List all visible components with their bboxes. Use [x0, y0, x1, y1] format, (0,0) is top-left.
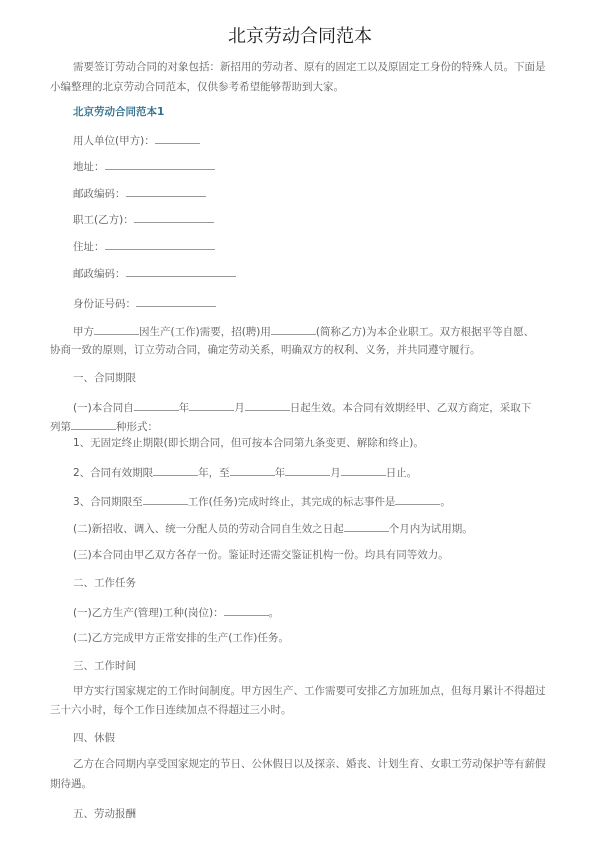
text: 月 — [330, 467, 341, 479]
text: 列第 — [50, 421, 71, 433]
text: 年 — [178, 402, 190, 414]
text: 因生产(工作)需要，招(聘)用 — [139, 326, 271, 338]
text: 个月内为试用期。 — [388, 523, 473, 535]
field-label: 用人单位(甲方)： — [73, 135, 155, 147]
field-label: 身份证号码： — [73, 298, 136, 310]
section-1-heading: 一、合同期限 — [73, 372, 136, 384]
text: 日起生效。本合同有效期经甲、乙双方商定，采取下 — [289, 402, 532, 414]
intro-line: 小编整理的北京劳动合同范本，仅供参考希望能够帮助到大家。 — [50, 81, 344, 93]
blank — [341, 464, 386, 476]
paragraph-line: 三十六小时，每个工作日连续加点不得超过三小时。 — [50, 704, 292, 716]
field-label: 地址： — [73, 161, 105, 173]
blank — [245, 399, 290, 411]
clause-1-1 — [73, 399, 531, 415]
field-blank — [134, 211, 214, 223]
field-label: 职工(乙方)： — [73, 214, 134, 226]
blank — [189, 399, 234, 411]
field-address — [73, 158, 215, 174]
paragraph-line: 甲方实行国家规定的工作时间制度。甲方因生产、工作需要可安排乙方加班加点，但每月累计不得超过 — [73, 685, 546, 697]
blank — [134, 399, 179, 411]
section-5-heading: 五、劳动报酬 — [73, 808, 136, 820]
field-label: 邮政编码： — [73, 268, 126, 280]
blank — [344, 520, 389, 532]
text: 甲方 — [73, 326, 94, 338]
clause-2-2: (二)乙方完成甲方正常安排的生产(工作)任务。 — [73, 632, 289, 644]
field-label: 住址： — [73, 241, 105, 253]
field-blank — [105, 238, 215, 250]
text: 。 — [440, 496, 451, 508]
blank — [230, 464, 275, 476]
blank — [153, 464, 198, 476]
clause-1-1-line2 — [50, 418, 158, 434]
section-4-heading: 四、休假 — [73, 732, 115, 744]
text: 3、合同期限至 — [73, 496, 143, 508]
field-label: 邮政编码： — [73, 188, 126, 200]
text: 。 — [268, 607, 280, 619]
text: 2、合同有效期限 — [73, 467, 154, 479]
paragraph-line: 协商一致的原则，订立劳动合同，确定劳动关系，明确双方的权利、义务，并共同遵守履行。 — [50, 344, 481, 356]
intro-line: 需要签订劳动合同的对象包括：新招用的劳动者、原有的固定工以及原固定工身份的特殊人员。下面是 — [73, 61, 546, 73]
option-2 — [73, 464, 417, 480]
text: (一)乙方生产(管理)工种(岗位)： — [73, 607, 224, 619]
clause-1-2 — [73, 520, 473, 536]
field-id-number — [73, 295, 216, 311]
blank — [395, 493, 440, 505]
field-employer — [73, 132, 200, 148]
field-residence — [73, 238, 215, 254]
field-postcode — [73, 185, 206, 201]
text: 日止。 — [385, 467, 418, 479]
paragraph-parties — [73, 323, 534, 339]
section-2-heading: 二、工作任务 — [73, 577, 136, 589]
text: 年，至 — [198, 467, 230, 479]
paragraph-line: 乙方在合同期内享受国家规定的节日、公休假日以及探亲、婚丧、计划生育、女职工劳动保护等有薪假 — [73, 758, 546, 770]
blank — [143, 493, 188, 505]
blank — [224, 604, 269, 616]
field-postcode-2 — [73, 265, 236, 281]
clause-1-3: (三)本合同由甲乙双方各存一份。鉴证时还需交鉴证机构一份。均具有同等效力。 — [73, 549, 449, 561]
clause-2-1 — [73, 604, 279, 620]
section-heading: 北京劳动合同范本1 — [73, 106, 165, 118]
text: 种形式： — [116, 421, 158, 433]
field-blank — [126, 265, 236, 277]
text: 月 — [234, 402, 245, 414]
field-employee — [73, 211, 214, 227]
blank — [271, 323, 316, 335]
blank — [94, 323, 139, 335]
paragraph-line: 期待遇。 — [50, 778, 92, 790]
option-1: 1、无固定终止期限(即长期合同，但可按本合同第九条变更、解除和终止)。 — [73, 437, 424, 449]
text: 年 — [274, 467, 286, 479]
field-blank — [155, 132, 200, 144]
section-3-heading: 三、工作时间 — [73, 660, 136, 672]
text: 工作(任务)完成时终止，其完成的标志事件是 — [187, 496, 396, 508]
field-blank — [136, 295, 216, 307]
field-blank — [126, 185, 206, 197]
document-title: 北京劳动合同范本 — [228, 26, 372, 47]
blank — [285, 464, 330, 476]
text: (二)新招收、调入、统一分配人员的劳动合同自生效之日起 — [73, 523, 344, 535]
text: (一)本合同自 — [73, 402, 134, 414]
field-blank — [105, 158, 215, 170]
option-3 — [73, 493, 451, 509]
text: (简称乙方)为本企业职工。双方根据平等自愿、 — [315, 326, 535, 338]
blank — [71, 418, 116, 430]
